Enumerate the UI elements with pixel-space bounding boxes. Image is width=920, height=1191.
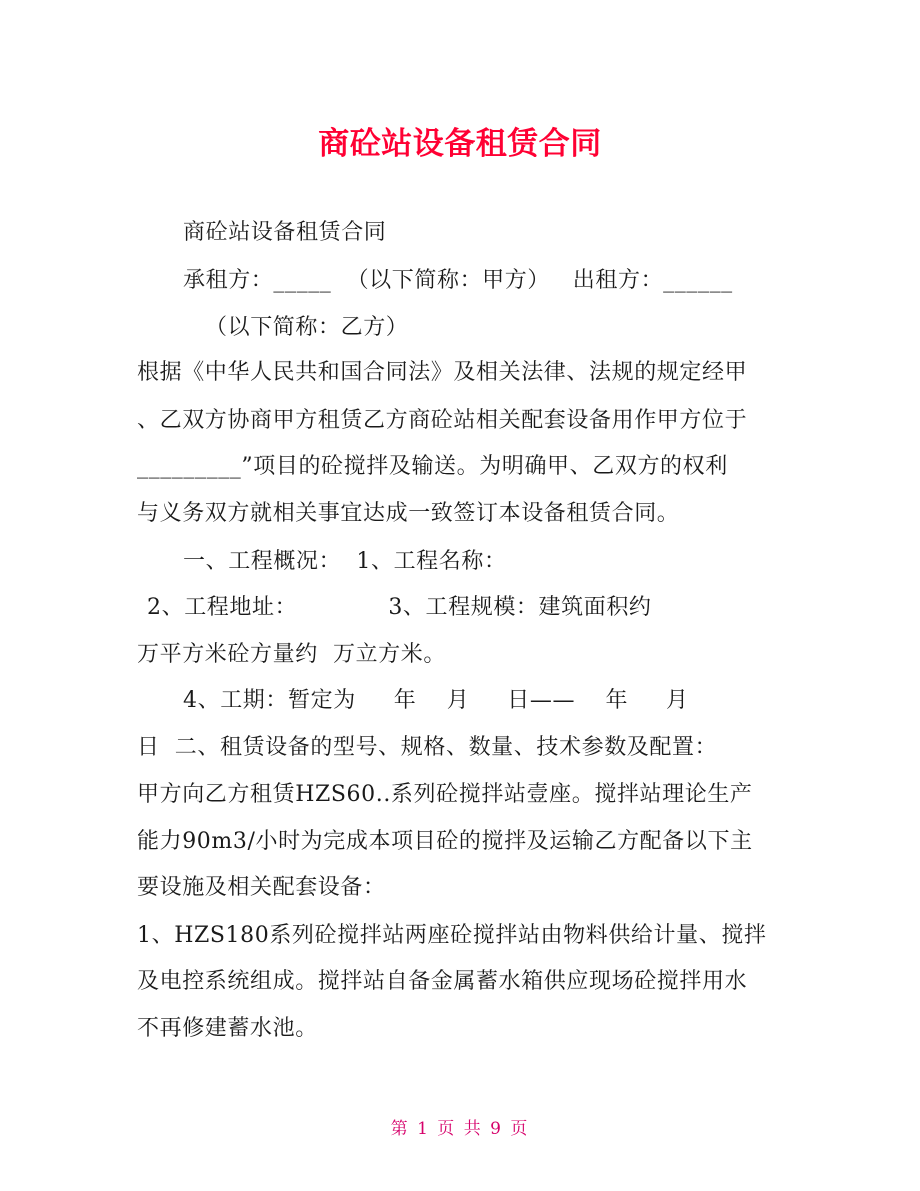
body-line: 甲方向乙方租赁HZS60..系列砼搅拌站壹座。搅拌站理论生产 xyxy=(137,782,753,807)
document-title: 商砼站设备租赁合同 xyxy=(318,126,602,162)
body-line: 根据《中华人民共和国合同法》及相关法律、法规的规定经甲 xyxy=(137,360,748,385)
body-line: 承租方：_____ （以下简称：甲方） 出租方：______ xyxy=(183,268,733,293)
body-line: 日 二、租赁设备的型号、规格、数量、技术参数及配置： xyxy=(137,735,718,760)
body-line: 要设施及相关配套设备： xyxy=(137,875,386,900)
body-line: 与义务双方就相关事宜达成一致签订本设备租赁合同。 xyxy=(137,501,680,526)
body-line: 一、工程概况： 1、工程名称： xyxy=(183,549,507,574)
body-line: 能力90m3/小时为完成本项目砼的搅拌及运输乙方配备以下主 xyxy=(137,829,753,854)
body-line: 万平方米砼方量约 万立方米。 xyxy=(137,642,446,667)
body-line: 商砼站设备租赁合同 xyxy=(183,220,387,245)
body-line: 、乙双方协商甲方租赁乙方商砼站相关配套设备用作甲方位于 xyxy=(137,408,748,433)
body-line: 1、HZS180系列砼搅拌站两座砼搅拌站由物料供给计量、搅拌 xyxy=(137,923,767,948)
body-line: 及电控系统组成。搅拌站自备金属蓄水箱供应现场砼搅拌用水 xyxy=(137,969,748,994)
body-line: 2、工程地址： 3、工程规模：建筑面积约 xyxy=(147,595,652,620)
body-line: _________”项目的砼搅拌及输送。为明确甲、乙双方的权利 xyxy=(137,454,728,479)
body-line: 4、工期：暂定为 年 月 日—— 年 月 xyxy=(183,688,689,713)
body-line: 不再修建蓄水池。 xyxy=(137,1016,318,1041)
body-line: （以下简称：乙方） xyxy=(205,315,409,340)
page-number-footer: 第 1 页 共 9 页 xyxy=(390,1119,530,1139)
